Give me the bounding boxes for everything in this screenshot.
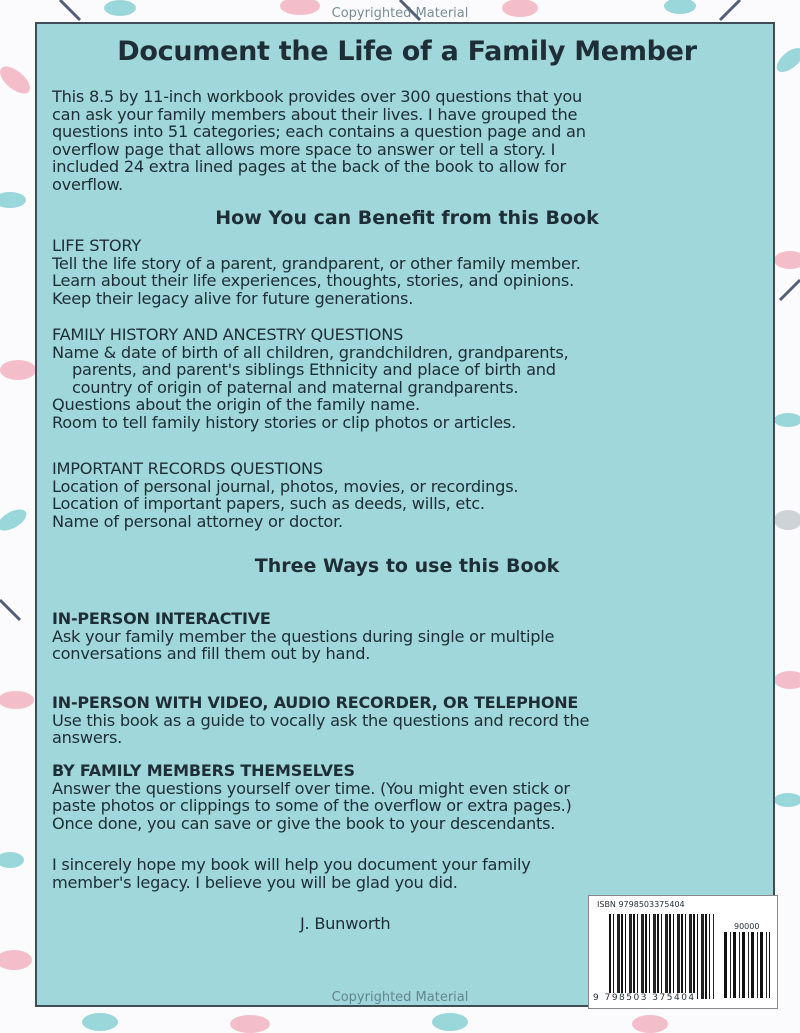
section-line: answers. <box>52 728 123 748</box>
records-section <box>52 460 767 530</box>
section-line: Use this book as a guide to vocally ask the questions and record the <box>52 710 590 730</box>
closing-paragraph <box>52 856 767 891</box>
way-interactive <box>52 610 767 663</box>
watermark-top: Copyrighted Material <box>331 6 469 21</box>
ways-heading: Three Ways to use this Book <box>254 555 560 577</box>
benefit-heading: How You can Benefit from this Book <box>215 207 599 229</box>
section-line: Questions about the origin of the family name. <box>52 395 420 415</box>
section-line: Name of personal attorney or doctor. <box>52 511 343 531</box>
intro-line: questions into 51 categories; each contains a question page and an <box>52 122 586 142</box>
author-signature: J. Bunworth <box>300 914 391 933</box>
section-line: Tell the life story of a parent, grandparent, or other family member. <box>52 253 581 273</box>
life-story-section <box>52 237 767 307</box>
way-self <box>52 762 767 832</box>
family-history-section <box>52 326 767 432</box>
section-line: Room to tell family history stories or clip photos or articles. <box>52 412 516 432</box>
section-line: Answer the questions yourself over time. (You might even stick or <box>52 778 570 798</box>
intro-paragraph <box>52 88 767 194</box>
page-title: Document the Life of a Family Member <box>117 36 697 67</box>
back-cover-panel <box>35 22 775 1007</box>
section-line: conversations and fill them out by hand. <box>52 644 371 664</box>
closing-line: I sincerely hope my book will help you document your family <box>52 855 531 874</box>
isbn-label: ISBN 9798503375404 <box>597 900 685 909</box>
barcode-bars <box>609 914 714 999</box>
barcode-digits: 9 798503 375404 <box>593 993 696 1003</box>
section-heading: IN-PERSON INTERACTIVE <box>52 609 271 628</box>
section-line: paste photos or clippings to some of the overflow or extra pages.) <box>52 796 572 816</box>
intro-line: included 24 extra lined pages at the back of the book to allow for <box>52 157 566 177</box>
section-heading: IN-PERSON WITH VIDEO, AUDIO RECORDER, OR TELEPHONE <box>52 693 579 712</box>
price-code: 90000 <box>734 922 760 931</box>
intro-line: This 8.5 by 11-inch workbook provides over 300 questions that you <box>52 87 583 106</box>
intro-line: overflow. <box>52 174 123 194</box>
section-line: parents, and parent's siblings Ethnicity and place of birth and <box>72 360 556 380</box>
way-video <box>52 694 767 747</box>
section-heading: LIFE STORY <box>52 236 141 255</box>
section-line: Location of important papers, such as deeds, wills, etc. <box>52 494 485 514</box>
section-line: Learn about their life experiences, thoughts, stories, and opinions. <box>52 271 575 291</box>
section-line: Location of personal journal, photos, movies, or recordings. <box>52 476 519 496</box>
section-heading: IMPORTANT RECORDS QUESTIONS <box>52 459 323 478</box>
watermark-bottom: Copyrighted Material <box>331 990 469 1005</box>
section-heading: BY FAMILY MEMBERS THEMSELVES <box>52 761 355 780</box>
intro-line: overflow page that allows more space to answer or tell a story. I <box>52 139 556 159</box>
section-heading: FAMILY HISTORY AND ANCESTRY QUESTIONS <box>52 325 404 344</box>
closing-line: member's legacy. I believe you will be glad you did. <box>52 872 458 892</box>
section-line: country of origin of paternal and maternal grandparents. <box>72 377 519 397</box>
section-line: Name & date of birth of all children, grandchildren, grandparents, <box>52 342 569 362</box>
intro-line: can ask your family members about their lives. I have grouped the <box>52 104 578 124</box>
price-barcode-bars <box>724 932 770 998</box>
section-line: Keep their legacy alive for future generations. <box>52 288 414 308</box>
section-line: Once done, you can save or give the book to your descendants. <box>52 813 556 833</box>
section-line: Ask your family member the questions during single or multiple <box>52 626 555 646</box>
